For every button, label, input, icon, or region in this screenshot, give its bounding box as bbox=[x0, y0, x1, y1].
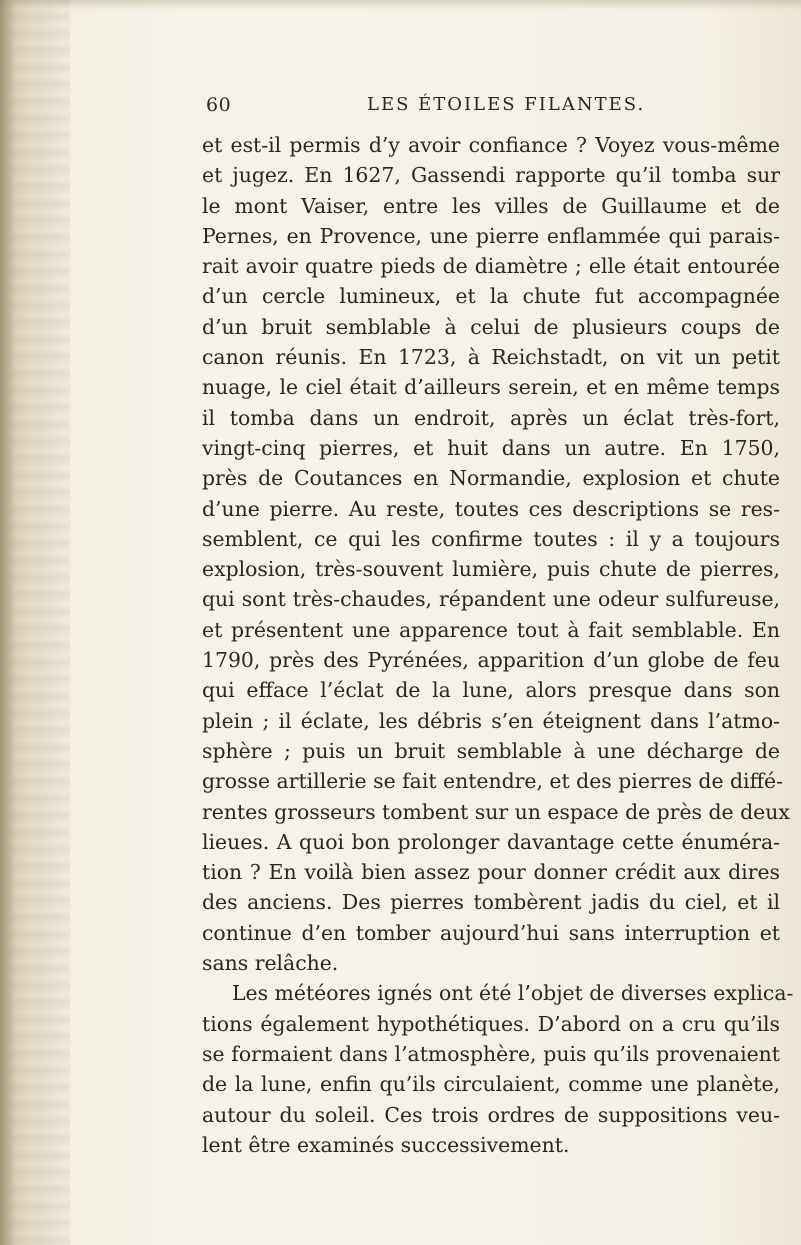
text-line: lent être examinés successivement. bbox=[202, 1132, 570, 1157]
text-line: des anciens. Des pierres tombèrent jadis du ciel, et il bbox=[202, 890, 780, 915]
text-line: continue d’en tomber aujourd’hui sans interruption et bbox=[202, 920, 780, 945]
text-line: il tomba dans un endroit, après un éclat très-fort, bbox=[202, 405, 780, 430]
text-line: le mont Vaiser, entre les villes de Guillaume et de bbox=[202, 193, 780, 218]
paragraph-start-line: Les météores ignés ont été l’objet de diverses explica- bbox=[232, 981, 794, 1006]
text-line: et jugez. En 1627, Gassendi rapporte qu’il tomba sur bbox=[202, 163, 780, 188]
text-line: d’un cercle lumineux, et la chute fut accompagnée bbox=[202, 284, 780, 309]
text-line: nuage, le ciel était d’ailleurs serein, et en même temps bbox=[202, 375, 780, 400]
text-line: Pernes, en Provence, une pierre enflammée qui parais- bbox=[202, 223, 780, 248]
text-line: vingt-cinq pierres, et huit dans un autre. En 1750, bbox=[202, 435, 780, 460]
text-line: qui sont très-chaudes, répandent une odeur sulfureuse, bbox=[202, 587, 780, 612]
text-line: 1790, près des Pyrénées, apparition d’un globe de feu bbox=[202, 648, 780, 673]
text-line: semblent, ce qui les confirme toutes : il y a toujours bbox=[202, 526, 780, 551]
text-line: de la lune, enfin qu’ils circulaient, comme une planète, bbox=[202, 1072, 780, 1097]
binding-edge bbox=[0, 0, 16, 1245]
text-line: sphère ; puis un bruit semblable à une décharge de bbox=[202, 738, 780, 763]
text-line: qui efface l’éclat de la lune, alors presque dans son bbox=[202, 678, 780, 703]
page-header bbox=[206, 94, 726, 124]
text-line: et est-il permis d’y avoir confiance ? Voyez vous-même bbox=[202, 133, 780, 157]
text-line: se formaient dans l’atmosphère, puis qu’ils provenaient bbox=[202, 1041, 780, 1066]
text-line: sans relâche. bbox=[202, 951, 339, 976]
text-line: près de Coutances en Normandie, explosion et chute bbox=[202, 466, 780, 491]
text-line: d’une pierre. Au reste, toutes ces descriptions se res- bbox=[202, 496, 780, 521]
top-edge-shadow bbox=[0, 0, 801, 10]
text-line: et présentent une apparence tout à fait semblable. En bbox=[202, 617, 780, 642]
text-line: autour du soleil. Ces trois ordres de suppositions veu- bbox=[202, 1102, 780, 1127]
text-line: grosse artillerie se fait entendre, et des pierres de diffé- bbox=[202, 769, 784, 794]
body-text bbox=[202, 130, 794, 1160]
text-line: plein ; il éclate, les débris s’en éteignent dans l’atmo- bbox=[202, 708, 780, 733]
text-line: explosion, très-souvent lumière, puis chute de pierres, bbox=[202, 557, 780, 582]
page-number: 60 bbox=[206, 94, 232, 116]
text-line: rait avoir quatre pieds de diamètre ; elle était entourée bbox=[202, 254, 780, 279]
running-title: LES ÉTOILES FILANTES. bbox=[367, 94, 646, 115]
text-line: canon réunis. En 1723, à Reichstadt, on vit un petit bbox=[202, 345, 780, 370]
text-line: d’un bruit semblable à celui de plusieurs coups de bbox=[202, 314, 780, 339]
text-line: tion ? En voilà bien assez pour donner crédit aux dires bbox=[202, 860, 780, 885]
text-line: rentes grosseurs tombent sur un espace de près de deux bbox=[202, 799, 790, 824]
text-line: tions également hypothétiques. D’abord on a cru qu’ils bbox=[202, 1011, 780, 1036]
text-line: lieues. A quoi bon prolonger davantage cette énuméra- bbox=[202, 829, 780, 854]
